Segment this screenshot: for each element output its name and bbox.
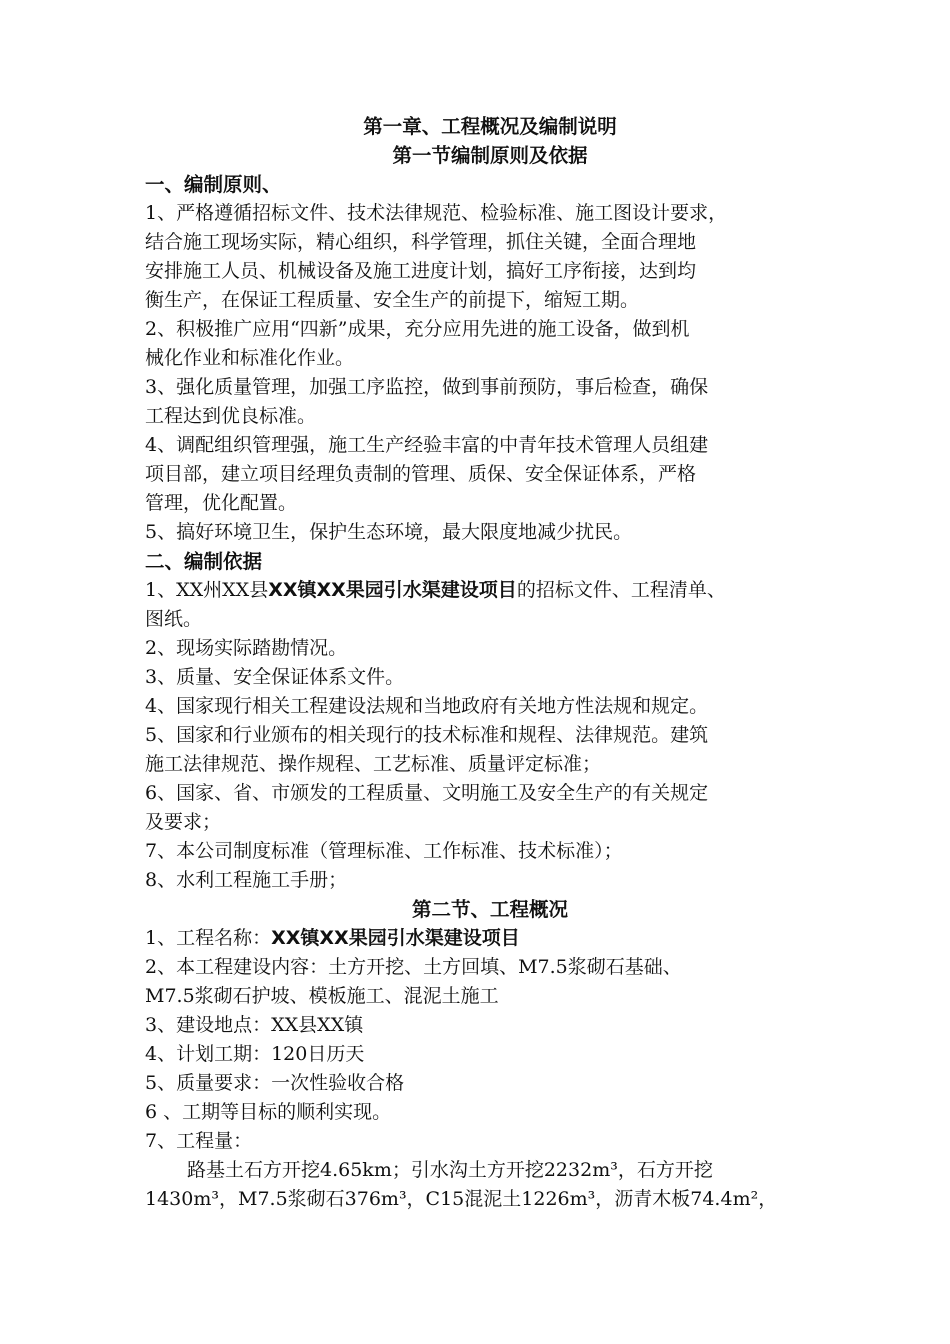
project-name: XX镇XX果园引水渠建设项目 <box>268 579 517 601</box>
principle-1-line-4: 衡生产，在保证工程质量、安全生产的前提下，缩短工期。 <box>145 289 640 311</box>
principle-2-line-2: 械化作业和标准化作业。 <box>145 347 355 369</box>
basis-5-line-1: 5、国家和行业颁布的相关现行的技术标准和规程、法律规范。建筑 <box>145 724 709 746</box>
principle-4-line-2: 项目部，建立项目经理负责制的管理、质保、安全保证体系，严格 <box>145 463 697 485</box>
overview-4: 4、计划工期：120日历天 <box>145 1043 365 1065</box>
document-page <box>145 112 835 1214</box>
basis-8: 8、水利工程施工手册； <box>145 869 348 891</box>
basis-6-line-1: 6、国家、省、市颁发的工程质量、文明施工及安全生产的有关规定 <box>145 782 709 804</box>
quantity-line-1: 路基土石方开挖4.65km；引水沟土方开挖2232m³，石方开挖 <box>187 1159 713 1181</box>
principle-2-line-1: 2、积极推广应用“四新”成果，充分应用先进的施工设备，做到机 <box>145 318 690 340</box>
basis-5-line-2: 施工法律规范、操作规程、工艺标准、质量评定标准； <box>145 753 602 775</box>
principle-3-line-2: 工程达到优良标准。 <box>145 405 317 427</box>
principles-heading: 一、编制原则、 <box>145 173 282 196</box>
overview-project-name: XX镇XX果园引水渠建设项目 <box>271 927 520 949</box>
principle-3-line-1: 3、强化质量管理，加强工序监控，做到事前预防，事后检查，确保 <box>145 376 709 398</box>
principle-4-line-3: 管理，优化配置。 <box>145 492 298 514</box>
overview-5: 5、质量要求：一次性验收合格 <box>145 1072 405 1094</box>
overview-3: 3、建设地点：XX县XX镇 <box>145 1014 364 1036</box>
overview-2-line-2: M7.5浆砌石护坡、模板施工、混泥土施工 <box>145 985 499 1007</box>
principle-1-line-3: 安排施工人员、机械设备及施工进度计划，搞好工序衔接，达到均 <box>145 260 697 282</box>
quantity-line-2: 1430m³，M7.5浆砌石376m³，C15混泥土1226m³，沥青木板74.4m²， <box>145 1188 778 1210</box>
principle-1-line-2: 结合施工现场实际，精心组织，科学管理，抓住关键，全面合理地 <box>145 231 697 253</box>
basis-1-suffix: 的招标文件、工程清单、 <box>516 579 726 601</box>
overview-1 <box>145 924 835 953</box>
overview-2-line-1: 2、本工程建设内容：土方开挖、土方回填、M7.5浆砌石基础、 <box>145 956 682 978</box>
basis-heading: 二、编制依据 <box>145 550 263 573</box>
principle-1-line-1: 1、严格遵循招标文件、技术法律规范、检验标准、施工图设计要求， <box>145 202 728 224</box>
basis-3: 3、质量、安全保证体系文件。 <box>145 666 405 688</box>
basis-1-line-2: 图纸。 <box>145 608 203 630</box>
basis-2: 2、现场实际踏勘情况。 <box>145 637 348 659</box>
section-title-2: 第二节、工程概况 <box>411 898 568 921</box>
principle-5: 5、搞好环境卫生，保护生态环境，最大限度地减少扰民。 <box>145 521 633 543</box>
overview-1-prefix: 1、工程名称： <box>145 927 272 949</box>
overview-6: 6 、工期等目标的顺利实现。 <box>145 1101 392 1123</box>
chapter-title: 第一章、工程概况及编制说明 <box>363 115 617 138</box>
principle-4-line-1: 4、调配组织管理强，施工生产经验丰富的中青年技术管理人员组建 <box>145 434 709 456</box>
section-title-1: 第一节编制原则及依据 <box>392 144 588 167</box>
basis-6-line-2: 及要求； <box>145 811 222 833</box>
basis-7: 7、本公司制度标准（管理标准、工作标准、技术标准）； <box>145 840 623 862</box>
basis-4: 4、国家现行相关工程建设法规和当地政府有关地方性法规和规定。 <box>145 695 709 717</box>
basis-1-prefix: 1、XX州XX县 <box>145 579 269 601</box>
basis-1-line-1 <box>145 576 835 605</box>
overview-7: 7、工程量： <box>145 1130 253 1152</box>
